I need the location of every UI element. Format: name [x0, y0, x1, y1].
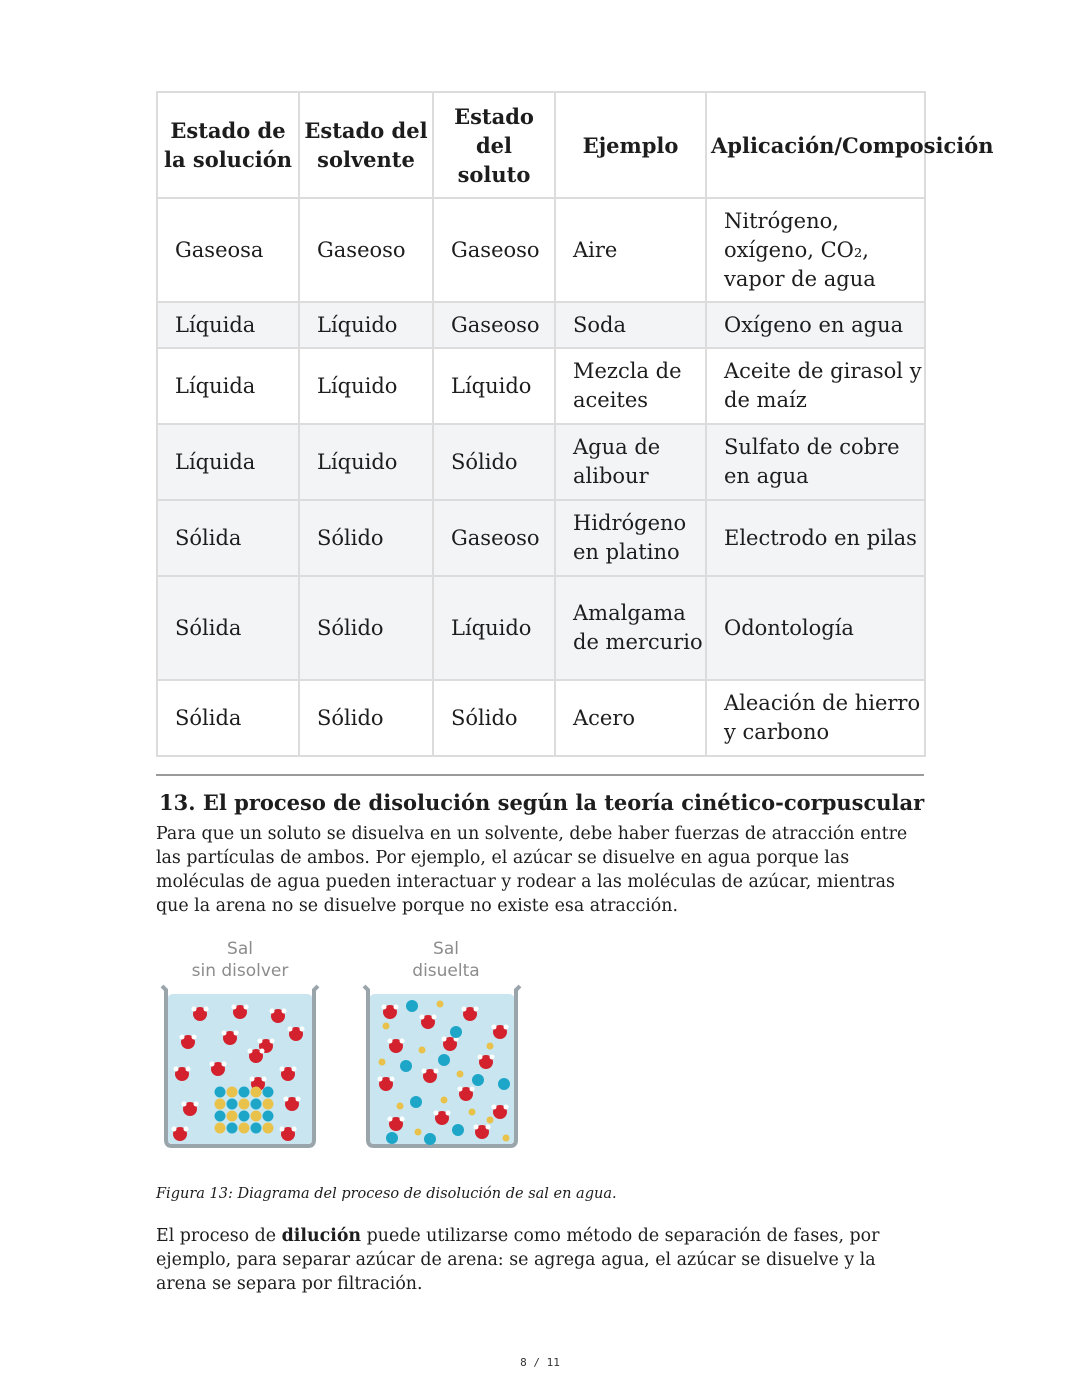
sodium-ion — [251, 1087, 262, 1098]
table-cell: Sólida — [157, 680, 299, 756]
hydrogen-atom — [390, 1077, 395, 1082]
hydrogen-atom — [400, 1117, 405, 1122]
table-cell: Gaseoso — [433, 500, 555, 576]
sodium-ion — [469, 1109, 476, 1116]
dilution-term: dilución — [281, 1226, 362, 1246]
table-cell: Líquido — [299, 348, 433, 424]
sodium-ion — [239, 1099, 250, 1110]
hydrogen-atom — [394, 1005, 399, 1010]
sodium-ion — [215, 1123, 226, 1134]
hydrogen-atom — [192, 1035, 197, 1040]
hydrogen-atom — [470, 1087, 475, 1092]
table-cell: Sólido — [433, 424, 555, 500]
hydrogen-atom — [258, 1039, 263, 1044]
sodium-ion — [227, 1087, 238, 1098]
hydrogen-atom — [400, 1039, 405, 1044]
chloride-ion — [400, 1060, 412, 1072]
figure-caption: Figura 13: Diagrama del proceso de disolución de sal en agua. — [156, 1186, 617, 1202]
hydrogen-atom — [432, 1015, 437, 1020]
hydrogen-atom — [474, 1007, 479, 1012]
hydrogen-atom — [292, 1127, 297, 1132]
table-cell: Gaseosa — [157, 198, 299, 302]
hydrogen-atom — [172, 1127, 177, 1132]
hydrogen-atom — [244, 1005, 249, 1010]
hydrogen-atom — [378, 1077, 383, 1082]
hydrogen-atom — [462, 1007, 467, 1012]
hydrogen-atom — [250, 1077, 255, 1082]
chloride-ion — [227, 1123, 238, 1134]
table-row — [157, 500, 925, 576]
hydrogen-atom — [280, 1067, 285, 1072]
dilution-text-end: puede utilizarse como método de separación de fases, por ejemplo, para separar azúcar de arena: se agrega agua, el azúcar se disuelve y la arena se separa por filtración. — [156, 1226, 880, 1294]
hydrogen-atom — [222, 1031, 227, 1036]
table-cell: Sólido — [299, 680, 433, 756]
table-cell: Líquido — [299, 424, 433, 500]
hydrogen-atom — [186, 1067, 191, 1072]
table-cell: Líquida — [157, 348, 299, 424]
hydrogen-atom — [474, 1125, 479, 1130]
chloride-ion — [386, 1132, 398, 1144]
table-cell: Sólido — [433, 680, 555, 756]
hydrogen-atom — [204, 1007, 209, 1012]
table-cell: Nitrógeno, oxígeno, CO₂, vapor de agua — [706, 198, 925, 302]
hydrogen-atom — [492, 1025, 497, 1030]
header-example: Ejemplo — [555, 92, 706, 198]
header-solute-state: Estado del soluto — [433, 92, 555, 198]
chloride-ion — [406, 1000, 418, 1012]
hydrogen-atom — [262, 1077, 267, 1082]
hydrogen-atom — [192, 1007, 197, 1012]
chloride-ion — [450, 1026, 462, 1038]
table-cell: Aleación de hierro y carbono — [706, 680, 925, 756]
hydrogen-atom — [492, 1105, 497, 1110]
hydrogen-atom — [270, 1039, 275, 1044]
chloride-ion — [215, 1111, 226, 1122]
hydrogen-atom — [458, 1087, 463, 1092]
table-cell: Sulfato de cobre en agua — [706, 424, 925, 500]
chloride-ion — [438, 1054, 450, 1066]
table-cell: Sólida — [157, 500, 299, 576]
sodium-ion — [437, 1001, 444, 1008]
table-cell: Gaseoso — [433, 302, 555, 348]
header-solvent-state: Estado del solvente — [299, 92, 433, 198]
sodium-ion — [503, 1135, 510, 1142]
table-row — [157, 576, 925, 680]
hydrogen-atom — [222, 1062, 227, 1067]
table-cell: Líquido — [433, 576, 555, 680]
sodium-ion — [251, 1111, 262, 1122]
hydrogen-atom — [248, 1049, 253, 1054]
table-cell: Líquido — [299, 302, 433, 348]
hydrogen-atom — [288, 1027, 293, 1032]
hydrogen-atom — [184, 1127, 189, 1132]
section-paragraph: Para que un soluto se disuelva en un solvente, debe haber fuerzas de atracción entre las partículas de ambos. Por ejemplo, el azúcar se disuelve en agua porque las moléculas de agua pueden interactuar y rodear a las moléculas de azúcar, mientras que la arena no se disuelve porque no existe esa atracción. — [156, 824, 908, 916]
table-cell: Amalgama de mercurio — [555, 576, 706, 680]
hydrogen-atom — [434, 1069, 439, 1074]
hydrogen-atom — [388, 1039, 393, 1044]
hydrogen-atom — [420, 1015, 425, 1020]
hydrogen-atom — [210, 1062, 215, 1067]
table-row — [157, 424, 925, 500]
hydrogen-atom — [234, 1031, 239, 1036]
header-solution-state: Estado de la solución — [157, 92, 299, 198]
chloride-ion — [239, 1087, 250, 1098]
table-cell: Sólido — [299, 500, 433, 576]
table-cell: Electrodo en pilas — [706, 500, 925, 576]
table-cell: Aire — [555, 198, 706, 302]
dissolution-diagram — [160, 934, 530, 1154]
section-divider — [156, 774, 924, 776]
table-header-row — [157, 92, 925, 198]
hydrogen-atom — [180, 1035, 185, 1040]
table-cell: Sólida — [157, 576, 299, 680]
hydrogen-atom — [182, 1102, 187, 1107]
table-cell: Líquida — [157, 302, 299, 348]
hydrogen-atom — [504, 1025, 509, 1030]
sodium-ion — [215, 1099, 226, 1110]
table-cell: Mezcla de aceites — [555, 348, 706, 424]
table-cell: Hidrógeno en platino — [555, 500, 706, 576]
table-cell: Gaseoso — [433, 198, 555, 302]
chloride-ion — [410, 1096, 422, 1108]
hydrogen-atom — [382, 1005, 387, 1010]
chloride-ion — [472, 1074, 484, 1086]
hydrogen-atom — [260, 1049, 265, 1054]
chloride-ion — [498, 1078, 510, 1090]
hydrogen-atom — [296, 1097, 301, 1102]
sodium-ion — [263, 1099, 274, 1110]
chloride-ion — [251, 1099, 262, 1110]
sodium-ion — [415, 1129, 422, 1136]
sodium-ion — [263, 1123, 274, 1134]
hydrogen-atom — [174, 1067, 179, 1072]
hydrogen-atom — [292, 1067, 297, 1072]
dilution-paragraph — [156, 1224, 926, 1296]
hydrogen-atom — [446, 1111, 451, 1116]
left-label-line1: Sal — [227, 939, 253, 959]
hydrogen-atom — [388, 1117, 393, 1122]
table-cell: Líquido — [433, 348, 555, 424]
hydrogen-atom — [486, 1125, 491, 1130]
right-label-line1: Sal — [433, 939, 459, 959]
hydrogen-atom — [232, 1005, 237, 1010]
chloride-ion — [215, 1087, 226, 1098]
left-label-line2: sin disolver — [191, 961, 289, 981]
hydrogen-atom — [282, 1009, 287, 1014]
sodium-ion — [383, 1023, 390, 1030]
chloride-ion — [227, 1099, 238, 1110]
chloride-ion — [424, 1133, 436, 1145]
table-cell: Sólido — [299, 576, 433, 680]
hydrogen-atom — [280, 1127, 285, 1132]
table-cell: Odontología — [706, 576, 925, 680]
right-label-line2: disuelta — [412, 961, 480, 981]
hydrogen-atom — [194, 1102, 199, 1107]
sodium-ion — [227, 1111, 238, 1122]
header-application: Aplicación/Composición — [706, 92, 925, 198]
sodium-ion — [379, 1059, 386, 1066]
hydrogen-atom — [442, 1037, 447, 1042]
table-row — [157, 198, 925, 302]
sodium-ion — [397, 1103, 404, 1110]
hydrogen-atom — [490, 1055, 495, 1060]
sodium-ion — [457, 1071, 464, 1078]
chloride-ion — [239, 1111, 250, 1122]
hydrogen-atom — [434, 1111, 439, 1116]
sodium-ion — [239, 1123, 250, 1134]
table-cell: Oxígeno en agua — [706, 302, 925, 348]
table-cell: Gaseoso — [299, 198, 433, 302]
beaker-undissolved — [162, 986, 318, 1146]
beaker-dissolved — [364, 986, 520, 1146]
solutions-table — [156, 91, 994, 757]
chloride-ion — [263, 1087, 274, 1098]
sodium-ion — [487, 1117, 494, 1124]
chloride-ion — [263, 1111, 274, 1122]
table-cell: Acero — [555, 680, 706, 756]
page-number: 8 / 11 — [520, 1356, 560, 1369]
hydrogen-atom — [422, 1069, 427, 1074]
chloride-ion — [452, 1124, 464, 1136]
hydrogen-atom — [284, 1097, 289, 1102]
table-cell: Agua de alibour — [555, 424, 706, 500]
section-title: 13. El proceso de disolución según la teoría cinético-corpuscular — [159, 790, 925, 815]
sodium-ion — [419, 1047, 426, 1054]
chloride-ion — [251, 1123, 262, 1134]
hydrogen-atom — [300, 1027, 305, 1032]
hydrogen-atom — [270, 1009, 275, 1014]
table-row — [157, 348, 925, 424]
table-row — [157, 302, 925, 348]
table-cell: Líquida — [157, 424, 299, 500]
table-cell: Aceite de girasol y de maíz — [706, 348, 925, 424]
table-row — [157, 680, 925, 756]
table-cell: Soda — [555, 302, 706, 348]
hydrogen-atom — [478, 1055, 483, 1060]
dilution-text-start: El proceso de — [156, 1226, 282, 1246]
hydrogen-atom — [504, 1105, 509, 1110]
sodium-ion — [441, 1097, 448, 1104]
sodium-ion — [487, 1043, 494, 1050]
